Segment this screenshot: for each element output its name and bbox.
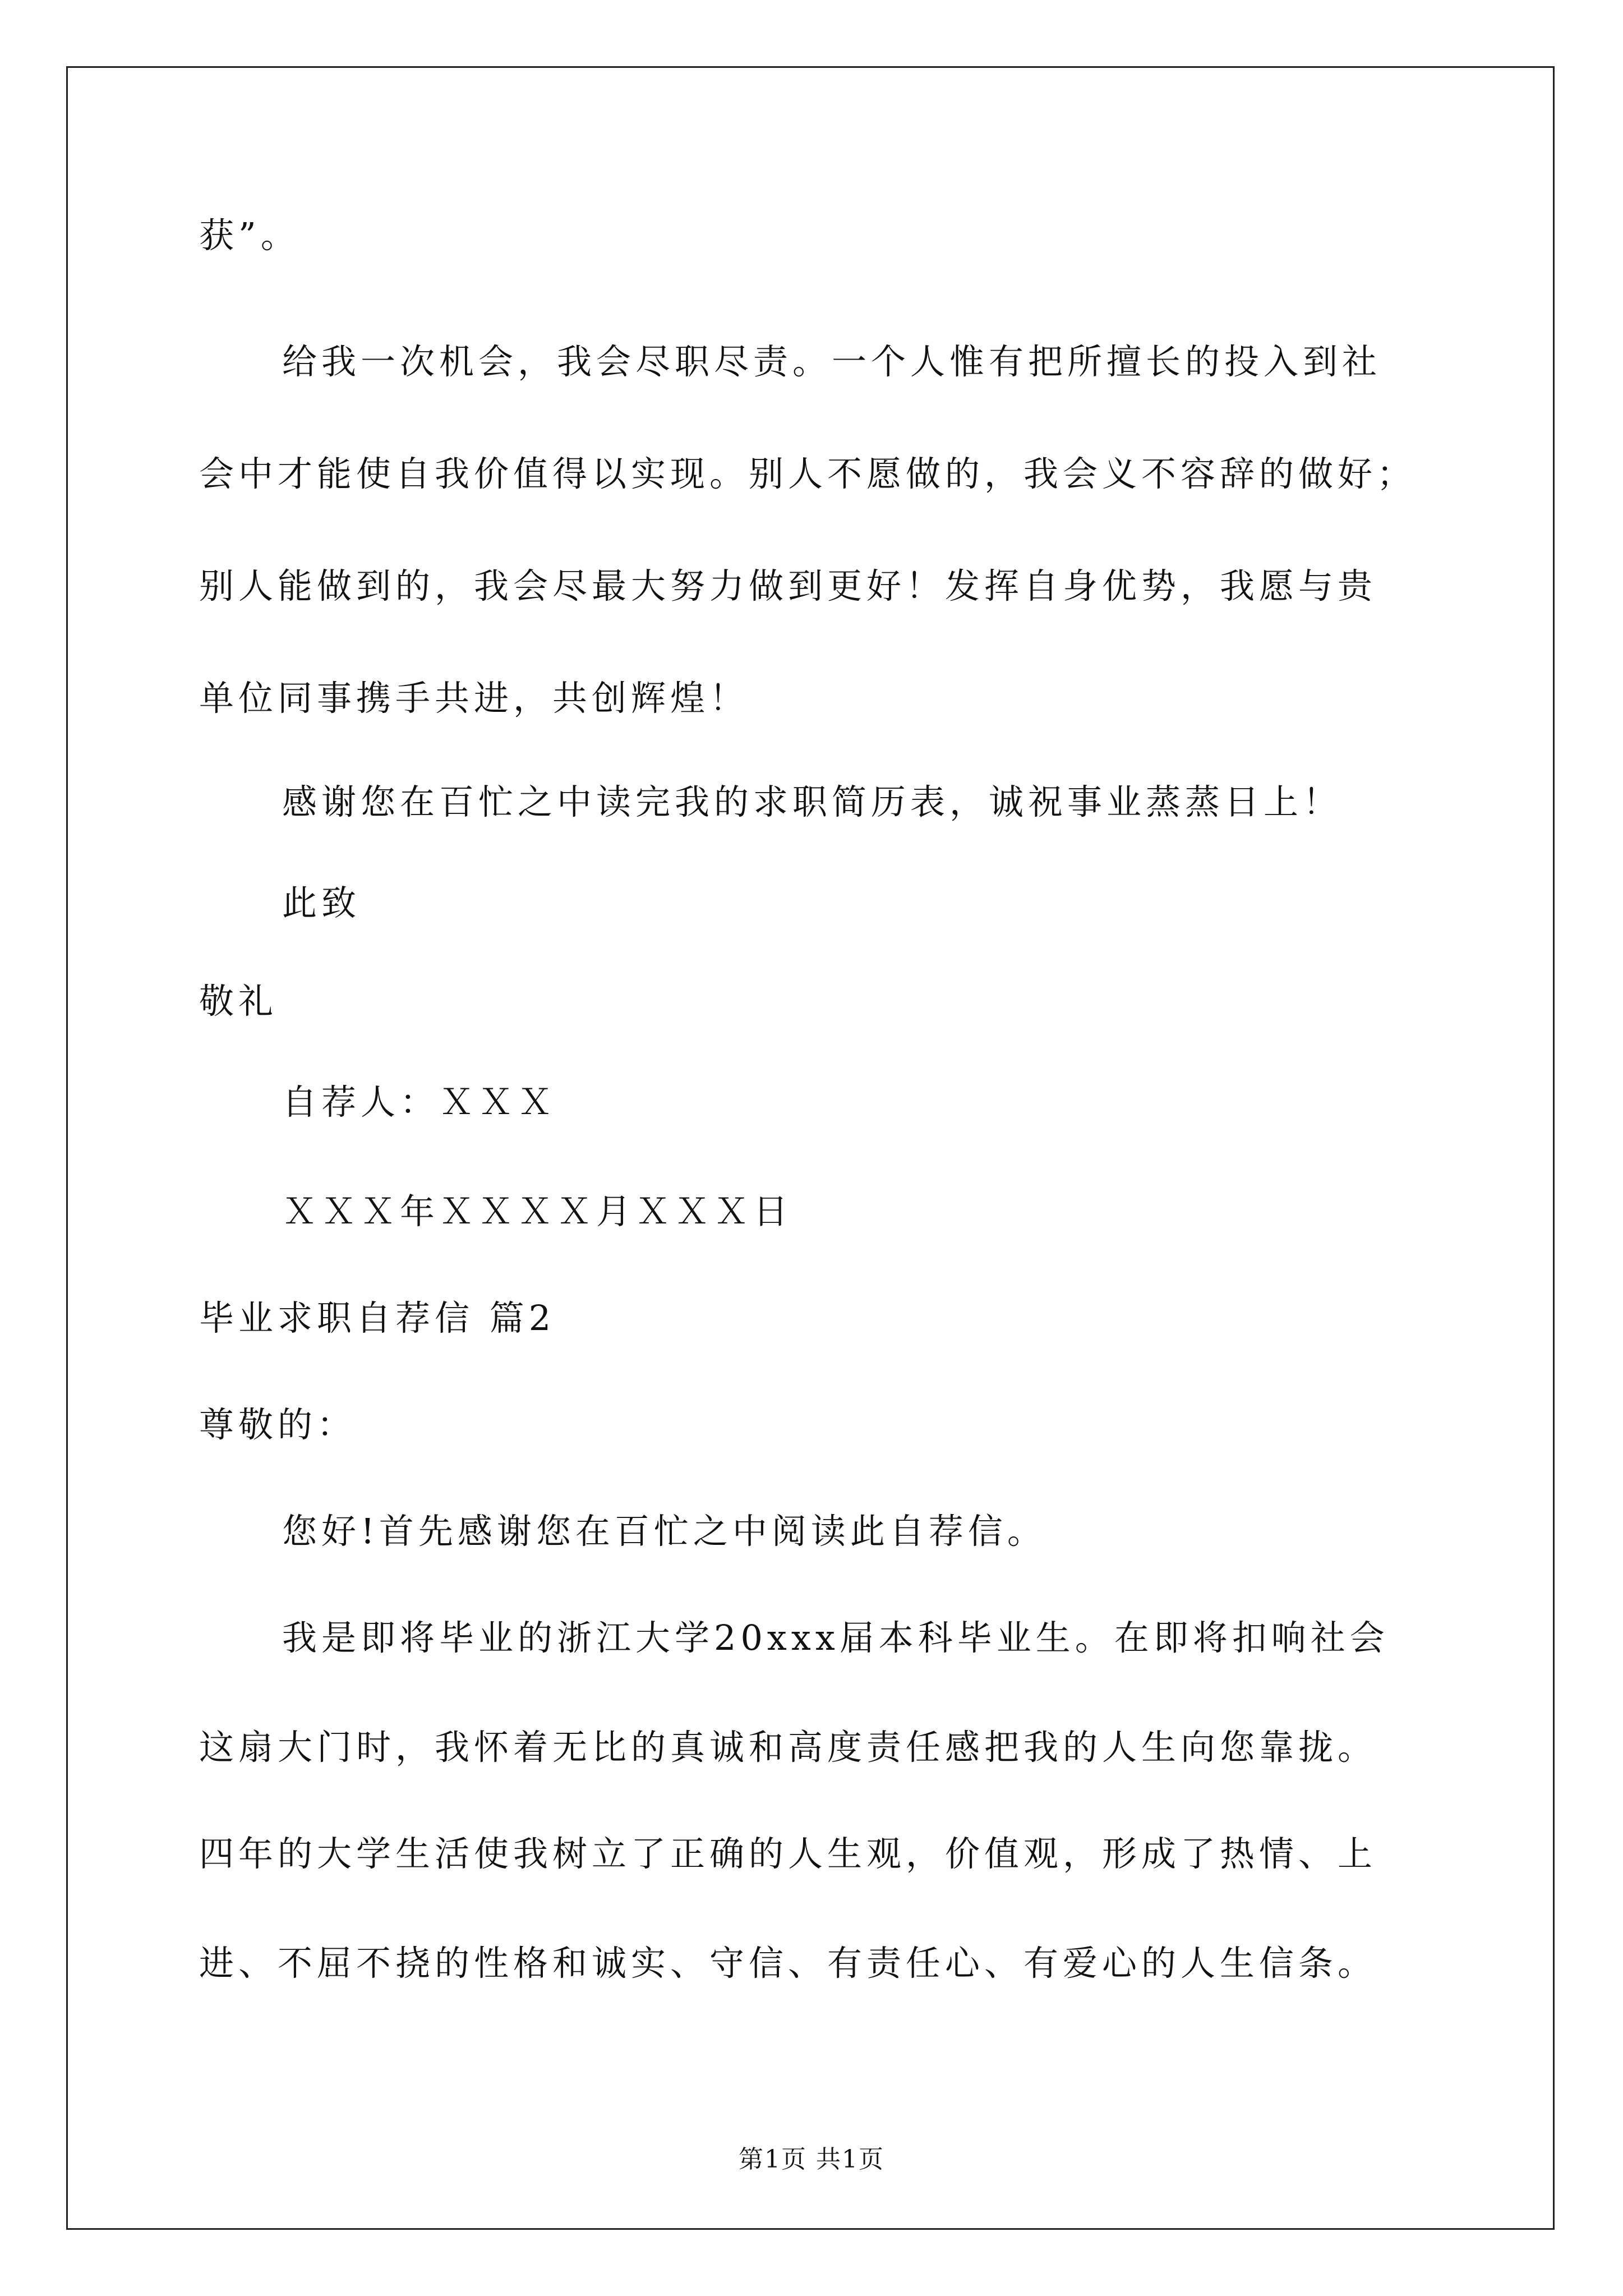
text-line: 获”。 [199, 215, 300, 256]
page-footer: 第1页 共1页 [739, 2145, 884, 2174]
section-title: 毕业求职自荐信 篇2 [199, 1297, 556, 1338]
text-line: 进、不屈不挠的性格和诚实、守信、有责任心、有爱心的人生信条。 [199, 1943, 1377, 1984]
text-line: 您好!首先感谢您在百忙之中阅读此自荐信。 [282, 1511, 1046, 1552]
text-line: 别人能做到的，我会尽最大努力做到更好！发挥自身优势，我愿与贵 [199, 565, 1377, 606]
text-line: 敬礼 [199, 981, 278, 1022]
page-border [66, 66, 1555, 2230]
text-line: 给我一次机会，我会尽职尽责。一个人惟有把所擅长的投入到社 [282, 341, 1382, 382]
text-line: 尊敬的： [199, 1404, 357, 1445]
text-line: 我是即将毕业的浙江大学20xxx届本科毕业生。在即将扣响社会 [282, 1617, 1389, 1658]
text-line: 单位同事携手共进，共创辉煌！ [199, 678, 749, 719]
text-line: ＸＸＸ年ＸＸＸＸ月ＸＸＸ日 [282, 1191, 793, 1232]
text-line: 自荐人：ＸＸＸ [282, 1082, 557, 1122]
text-line: 会中才能使自我价值得以实现。别人不愿做的，我会义不容辞的做好； [199, 453, 1417, 494]
text-line: 此致 [282, 882, 361, 923]
text-line: 四年的大学生活使我树立了正确的人生观，价值观，形成了热情、上 [199, 1833, 1377, 1874]
text-line: 这扇大门时，我怀着无比的真诚和高度责任感把我的人生向您靠拢。 [199, 1727, 1377, 1768]
text-line: 感谢您在百忙之中读完我的求职简历表，诚祝事业蒸蒸日上！ [282, 781, 1343, 822]
